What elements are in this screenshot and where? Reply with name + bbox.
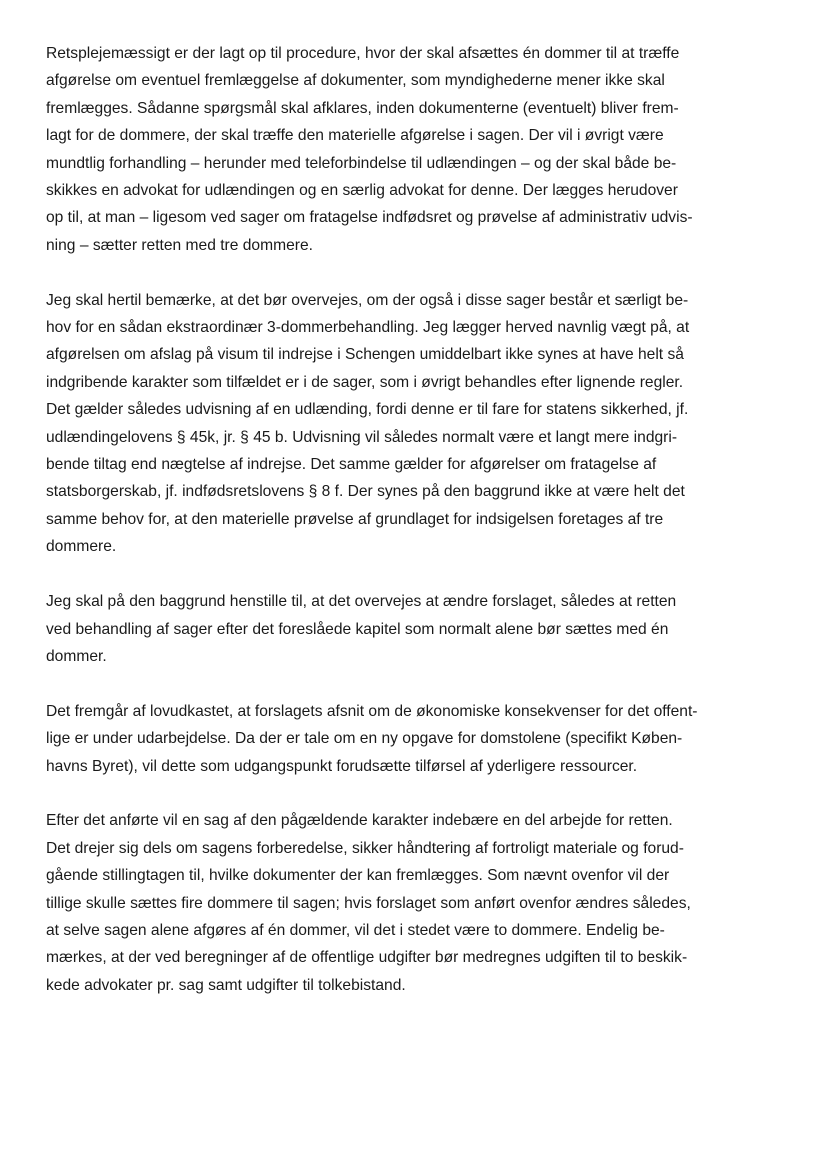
- paragraph-line: fremlægges. Sådanne spørgsmål skal afklares, inden dokumenterne (eventuelt) bliver frem-: [46, 99, 679, 117]
- paragraph-line: ved behandling af sager efter det foreslåede kapitel som normalt alene bør sættes med én: [46, 620, 669, 638]
- paragraph-line: gående stillingtagen til, hvilke dokumenter der kan fremlægges. Som nævnt ovenfor vil der: [46, 867, 670, 885]
- paragraph-line: hov for en sådan ekstraordinær 3-dommerbehandling. Jeg lægger herved navnlig vægt på, at: [46, 319, 690, 337]
- paragraph-line: statsborgerskab, jf. indfødsretslovens § 8 f. Der synes på den baggrund ikke at være helt det: [46, 483, 685, 501]
- paragraph-1: [46, 40, 786, 259]
- paragraph-line: Det fremgår af lovudkastet, at forslagets afsnit om de økonomiske konsekvenser for det offent-: [46, 702, 698, 720]
- paragraph-line: Retsplejemæssigt er der lagt op til procedure, hvor der skal afsættes én dommer til at træffe: [46, 45, 680, 62]
- paragraph-line: Det drejer sig dels om sagens forberedelse, sikker håndtering af fortroligt materiale og forud-: [46, 839, 684, 857]
- paragraph-line: mærkes, at der ved beregninger af de offentlige udgifter bør medregnes udgiften til to beskik-: [46, 949, 688, 967]
- paragraph-line: dommer.: [46, 647, 107, 665]
- paragraph-line: lagt for de dommere, der skal træffe den materielle afgørelse i sagen. Der vil i øvrigt være: [46, 127, 664, 145]
- paragraph-line: at selve sagen alene afgøres af én dommer, vil det i stedet være to dommere. Endelig be-: [46, 921, 665, 939]
- paragraph-line: udlændingelovens § 45k, jr. § 45 b. Udvisning vil således normalt være et langt mere indgri-: [46, 428, 678, 446]
- paragraph-line: tillige skulle sættes fire dommere til sagen; hvis forslaget som anført ovenfor ændres således,: [46, 894, 691, 912]
- paragraph-line: lige er under udarbejdelse. Da der er tale om en ny opgave for domstolene (specifikt Køben-: [46, 730, 683, 748]
- paragraph-line: Det gælder således udvisning af en udlænding, fordi denne er til fare for statens sikkerhed, jf.: [46, 401, 689, 419]
- paragraph-5: [46, 807, 786, 999]
- paragraph-line: dommere.: [46, 538, 117, 556]
- paragraph-4: [46, 698, 786, 780]
- paragraph-line: bende tiltag end nægtelse af indrejse. Det samme gælder for afgørelser om fratagelse af: [46, 456, 657, 474]
- paragraph-line: havns Byret), vil dette som udgangspunkt forudsætte tilførsel af yderligere ressourcer.: [46, 757, 638, 775]
- paragraph-line: op til, at man – ligesom ved sager om fratagelse indfødsret og prøvelse af administrativ udvis-: [46, 209, 693, 227]
- paragraph-line: mundtlig forhandling – herunder med teleforbindelse til udlændingen – og der skal både be-: [46, 154, 677, 172]
- paragraph-line: kede advokater pr. sag samt udgifter til tolkebistand.: [46, 976, 406, 994]
- paragraph-line: skikkes en advokat for udlændingen og en særlig advokat for denne. Der lægges herudover: [46, 182, 678, 200]
- paragraph-line: Jeg skal hertil bemærke, at det bør overvejes, om der også i disse sager består et særligt be-: [46, 291, 689, 309]
- paragraph-line: Jeg skal på den baggrund henstille til, at det overvejes at ændre forslaget, således at retten: [46, 593, 677, 611]
- document-page: [46, 40, 786, 1027]
- paragraph-line: afgørelse om eventuel fremlæggelse af dokumenter, som myndighederne mener ikke skal: [46, 72, 665, 90]
- paragraph-2: [46, 287, 786, 561]
- paragraph-line: indgribende karakter som tilfældet er i de sager, som i øvrigt behandles efter lignende regler.: [46, 373, 684, 391]
- paragraph-line: afgørelsen om afslag på visum til indrejse i Schengen umiddelbart ikke synes at have helt så: [46, 346, 684, 364]
- paragraph-3: [46, 588, 786, 670]
- paragraph-line: Efter det anførte vil en sag af den pågældende karakter indebære en del arbejde for retten.: [46, 812, 673, 830]
- paragraph-line: samme behov for, at den materielle prøvelse af grundlaget for indsigelsen foretages af tre: [46, 510, 664, 528]
- paragraph-line: ning – sætter retten med tre dommere.: [46, 236, 313, 254]
